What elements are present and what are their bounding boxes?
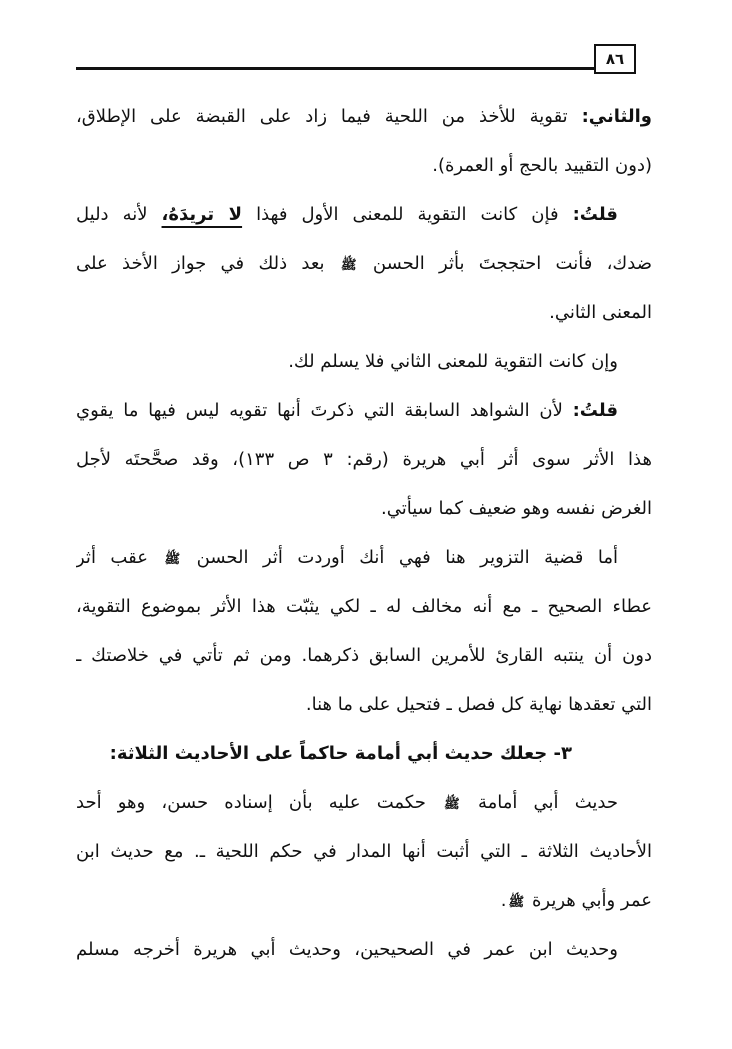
paragraph-5-line-1-text-b: عقب أثر <box>76 547 148 568</box>
paragraph-5-line-4 <box>76 680 652 729</box>
paragraph-3-line-1-text: وإن كانت التقوية للمعنى الثاني فلا يسلم لك. <box>288 351 618 372</box>
honorific-glyph-3: ﷺ <box>444 797 460 812</box>
paragraph-6-line-3 <box>76 876 652 925</box>
paragraph-4-lead: قلتُ: <box>572 400 618 421</box>
paragraph-6-line-2 <box>76 827 652 876</box>
paragraph-4-line-1 <box>76 386 652 435</box>
paragraph-1-line-1 <box>76 92 652 141</box>
paragraph-5-line-3-text: دون أن ينتبه القارئ للأمرين السابق ذكرهما. ومن ثم تأتي في خلاصتك ـ <box>76 645 652 666</box>
header-rule <box>76 67 594 70</box>
paragraph-7-line-1 <box>76 925 652 974</box>
paragraph-2-line-2-text-b: بعد ذلك في جواز الأخذ على <box>76 253 325 274</box>
paragraph-2-line-1 <box>76 190 652 239</box>
paragraph-2-line-1-text-a: فإن كانت التقوية للمعنى الأول فهذا <box>256 204 559 225</box>
paragraph-5-line-1-text-a: أما قضية التزوير هنا فهي أنك أوردت أثر الحسن <box>196 547 618 568</box>
honorific-glyph-1: ﷺ <box>340 258 357 273</box>
paragraph-5-line-3 <box>76 631 652 680</box>
paragraph-6-line-1-text-a: حديث أبي أمامة <box>477 792 618 813</box>
paragraph-2-underlined-phrase: لا تريدَهُ، <box>161 204 243 225</box>
paragraph-5-line-1 <box>76 533 652 582</box>
paragraph-6-line-2-text: الأحاديث الثلاثة ـ التي أثبت أنها المدار في حكم اللحية ـ. مع حديث ابن <box>76 841 652 862</box>
paragraph-6-line-1-text-b: حكمت عليه بأن إسناده حسن، وهو أحد <box>76 792 426 813</box>
paragraph-1-lead: والثاني: <box>581 106 652 127</box>
paragraph-4-line-3-text: الغرض نفسه وهو ضعيف كما سيأتي. <box>380 498 652 519</box>
section-3-heading <box>76 729 652 778</box>
paragraph-5-line-2 <box>76 582 652 631</box>
paragraph-2-line-2-text-a: ضدك، فأنت احتججتَ بأثر الحسن <box>372 253 652 274</box>
paragraph-1-line-2 <box>76 141 652 190</box>
paragraph-6-line-3-text-b: . <box>500 890 507 911</box>
paragraph-4-line-2-text: هذا الأثر سوى أثر أبي هريرة (رقم: ٣ ص ١٣٣)، وقد صحَّحتَه لأجل <box>76 449 652 470</box>
paragraph-1-line-1-text: تقوية للأخذ من اللحية فيما زاد على القبضة على الإطلاق، <box>76 106 568 127</box>
paragraph-4-line-3 <box>76 484 652 533</box>
section-3-heading-text: ٣- جعلك حديث أبي أمامة حاكماً على الأحاديث الثلاثة: <box>109 743 572 764</box>
body-text <box>76 92 652 974</box>
paragraph-2-line-3-text: المعنى الثاني. <box>549 302 652 323</box>
honorific-glyph-4: ﷺ <box>508 895 525 910</box>
paragraph-2-line-2 <box>76 239 652 288</box>
paragraph-5-line-2-text: عطاء الصحيح ـ مع أنه مخالف له ـ لكي يثبّت هذا الأثر بموضوع التقوية، <box>76 596 652 617</box>
paragraph-5-line-4-text: التي تعقدها نهاية كل فصل ـ فتحيل على ما هنا. <box>305 694 652 715</box>
paragraph-6-line-3-text-a: عمر وأبي هريرة <box>531 890 652 911</box>
paragraph-2-line-3 <box>76 288 652 337</box>
page-number-text: ٨٦ <box>605 50 625 68</box>
paragraph-4-line-1-text: لأن الشواهد السابقة التي ذكرتَ أنها تقويه ليس فيها ما يقوي <box>76 400 563 421</box>
paragraph-1-line-2-text: (دون التقييد بالحج أو العمرة). <box>432 155 652 176</box>
paragraph-4-line-2 <box>76 435 652 484</box>
paragraph-2-line-1-text-b: لأنه دليل <box>76 204 148 225</box>
honorific-glyph-2: ﷺ <box>164 552 181 567</box>
paragraph-6-line-1 <box>76 778 652 827</box>
page-number <box>594 44 636 74</box>
paragraph-2-lead: قلتُ: <box>572 204 618 225</box>
paragraph-3-line-1 <box>76 337 652 386</box>
paragraph-7-line-1-text: وحديث ابن عمر في الصحيحين، وحديث أبي هريرة أخرجه مسلم <box>76 939 618 960</box>
